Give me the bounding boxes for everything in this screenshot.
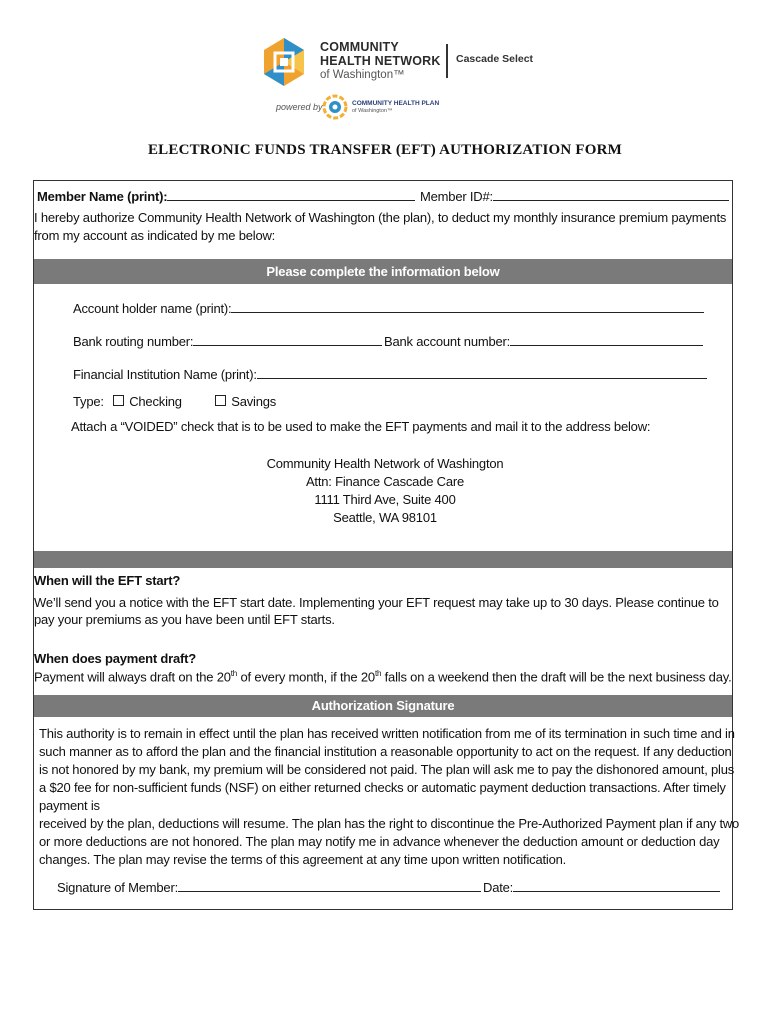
authorize-line1: I hereby authorize Community Health Network of Washington (the plan), to deduct my monthly insurance premium payments (34, 210, 727, 225)
institution-label: Financial Institution Name (print): (73, 367, 257, 382)
logo-line1: COMMUNITY (320, 40, 399, 54)
member-id-row (420, 186, 729, 204)
draft-heading: When does payment draft? (34, 651, 197, 666)
routing-label: Bank routing number: (73, 334, 194, 349)
account-type-row (73, 394, 276, 409)
checking-option[interactable] (113, 394, 182, 409)
authority-line: This authority is to remain in effect until the plan has received written notification from me of its termination in such time and in (39, 726, 735, 741)
checking-label: Checking (129, 394, 182, 409)
savings-label: Savings (231, 394, 277, 409)
date-label: Date: (483, 880, 514, 895)
authorize-line2: from my account as indicated by me below: (34, 228, 276, 243)
logo-divider (446, 44, 448, 78)
checking-checkbox[interactable] (113, 395, 124, 406)
address-line1: Community Health Network of Washington (266, 456, 504, 471)
date-field[interactable] (513, 877, 720, 892)
account-holder-field[interactable] (231, 298, 704, 313)
address-line2: Attn: Finance Cascade Care (305, 474, 465, 489)
address-line3: 1111 Third Ave, Suite 400 (314, 492, 456, 507)
draft-sup2: th (374, 669, 382, 678)
draft-text-part1: Payment will always draft on the 20 (34, 669, 231, 685)
powered-by-text: powered by (276, 102, 323, 112)
account-number-label: Bank account number: (384, 334, 511, 349)
plan-line1: COMMUNITY HEALTH PLAN (352, 100, 440, 107)
authority-line: changes. The plan may revise the terms of this agreement at any time upon written notification. (39, 852, 567, 867)
plan-line2: of Washington™ (352, 108, 393, 114)
member-id-label: Member ID#: (420, 189, 493, 204)
routing-field[interactable] (193, 331, 382, 346)
authority-paragraph (39, 725, 770, 869)
signature-field[interactable] (178, 877, 481, 892)
logo-line3: of Washington™ (320, 69, 405, 81)
eft-start-heading: When will the EFT start? (34, 573, 181, 588)
savings-option[interactable] (215, 394, 276, 409)
draft-text-part3: falls on a weekend then the draft will be the next business day. (381, 669, 732, 685)
info-section-bar: Please complete the information below (34, 259, 732, 284)
account-number-field[interactable] (510, 331, 703, 346)
authority-line: is not honored by my bank, my premium will be considered not paid. The plan will ask me to pay the dishonored amount, plus (39, 762, 735, 777)
account-holder-label: Account holder name (print): (73, 301, 232, 316)
savings-checkbox[interactable] (215, 395, 226, 406)
eft-start-line2: pay your premiums as you have been until EFT starts. (34, 612, 335, 627)
routing-row (73, 331, 382, 349)
authority-line: or more deductions are not honored. The plan may notify me in advance whenever the deduction amount or deduction day (39, 834, 720, 849)
institution-row (73, 364, 707, 382)
member-id-field[interactable] (493, 186, 729, 201)
address-line4: Seattle, WA 98101 (333, 510, 437, 525)
header-logo (258, 20, 548, 130)
section-divider-bar (34, 551, 732, 568)
member-signature-row (57, 877, 481, 895)
draft-text (34, 669, 732, 684)
eft-start-line1: We’ll send you a notice with the EFT start date. Implementing your EFT request may take up to 30 days. Please continue to (34, 595, 719, 610)
authority-line: such manner as to afford the plan and the financial institution a reasonable opportunity to act on the request. If any deduction (39, 744, 732, 759)
signature-label: Signature of Member: (57, 880, 179, 895)
account-number-row (384, 331, 703, 349)
type-label: Type: (73, 394, 104, 409)
date-row (483, 877, 720, 895)
partner-name: Cascade Select (456, 53, 534, 65)
attach-instruction: Attach a “VOIDED” check that is to be used to make the EFT payments and mail it to the address below: (71, 419, 651, 434)
form-title: ELECTRONIC FUNDS TRANSFER (EFT) AUTHORIZATION FORM (147, 142, 623, 158)
draft-text-part2: of every month, if the 20 (237, 669, 375, 685)
authority-line: received by the plan, deductions will resume. The plan has the right to discontinue the Pre-Authorized Payment plan if any two (39, 816, 740, 831)
logo-line2: HEALTH NETWORK (320, 54, 441, 68)
member-name-row (37, 186, 415, 204)
account-holder-row (73, 298, 704, 316)
member-name-field[interactable] (167, 186, 415, 201)
draft-sup1: th (230, 669, 238, 678)
chn-logo-icon (260, 36, 308, 88)
institution-field[interactable] (257, 364, 707, 379)
authority-line: a $20 fee for non-sufficient funds (NSF) on either returned checks or automatic payment deduction transactions. After timely payment is (39, 780, 726, 813)
member-name-label: Member Name (print): (37, 189, 168, 204)
chp-logo-icon (322, 94, 348, 120)
authorization-bar: Authorization Signature (34, 695, 732, 717)
